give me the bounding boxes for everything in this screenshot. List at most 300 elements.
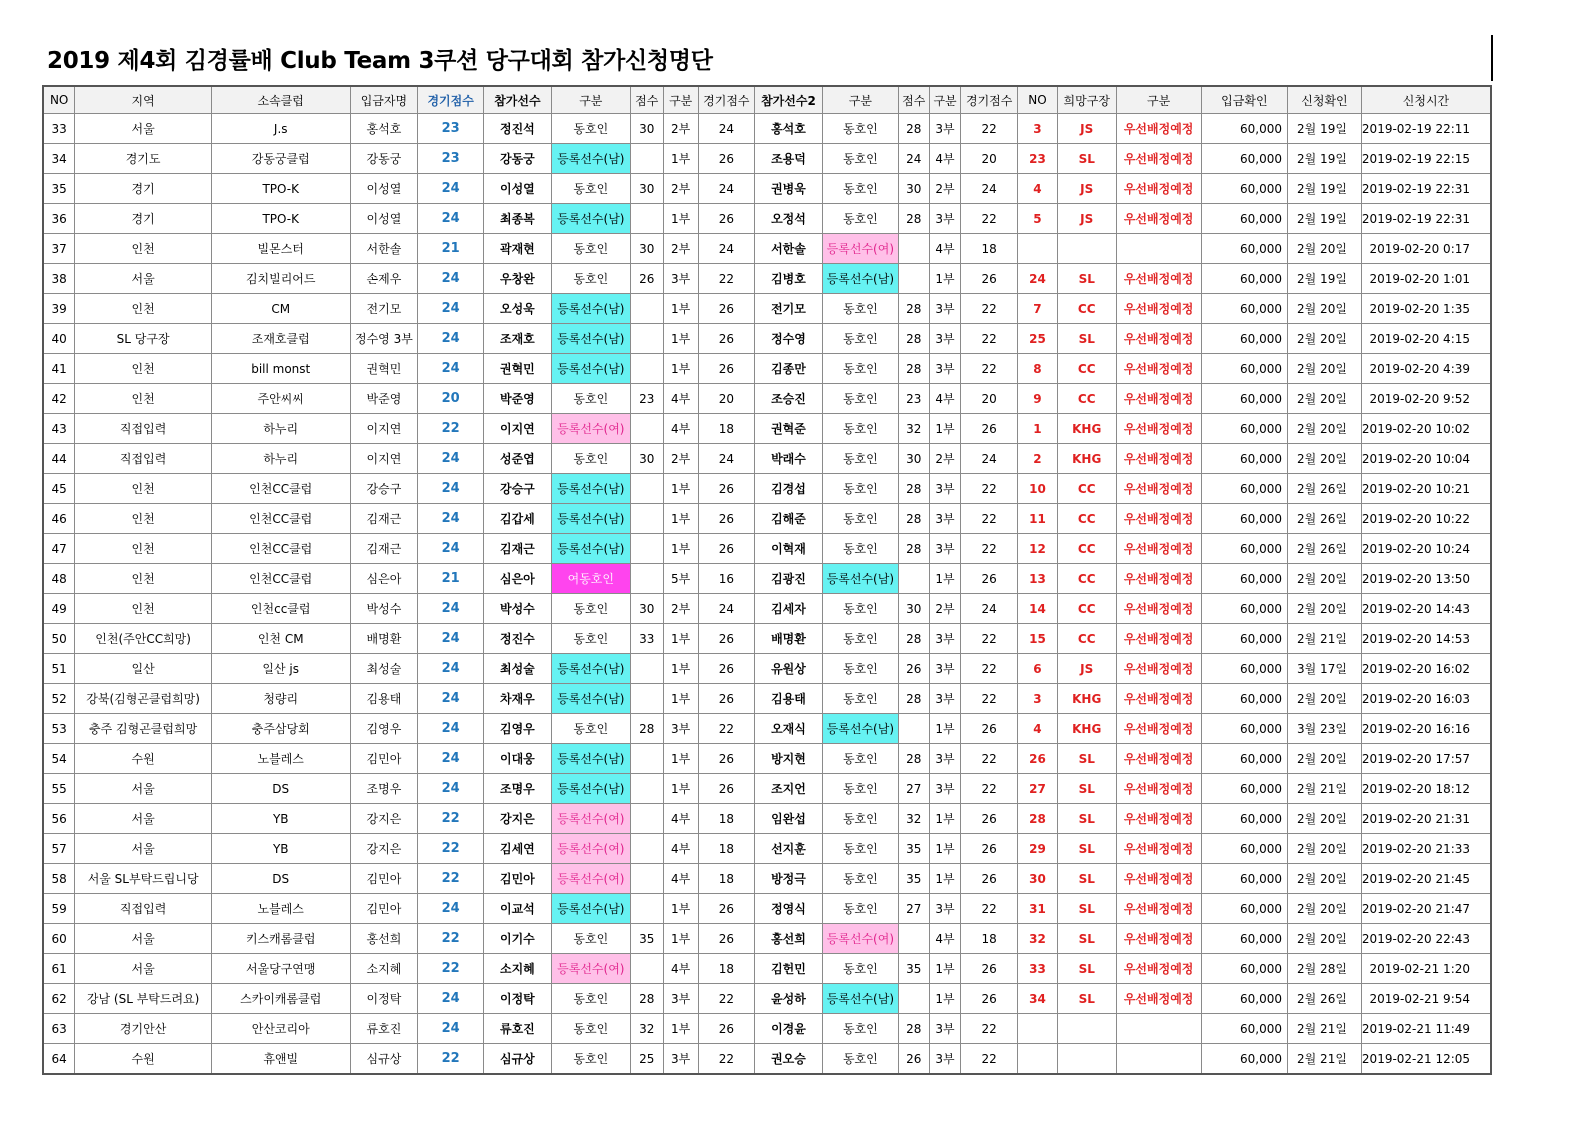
player2-points: 28 [898,534,929,564]
assignment-status: 우선배정예정 [1116,714,1201,744]
player1-match-points: 26 [698,144,754,174]
preferred-venue: CC [1057,384,1116,414]
row-no: 47 [43,534,75,564]
region: 서울 SL부탁드립니당 [75,864,212,894]
player1-points: 35 [630,924,663,954]
player1-name: 심규상 [484,1044,552,1075]
preferred-venue: SL [1057,984,1116,1014]
player1-category: 동호인 [551,444,630,474]
payment-amount: 60,000 [1201,444,1287,474]
row-no: 33 [43,114,75,144]
row-no: 60 [43,924,75,954]
player1-category: 등록선수(남) [551,684,630,714]
player2-points: 35 [898,954,929,984]
application-time: 2019-02-20 10:24 [1361,534,1491,564]
player2-category: 동호인 [822,144,898,174]
payment-amount: 60,000 [1201,954,1287,984]
player2-division: 3부 [929,774,961,804]
player2-category: 동호인 [822,834,898,864]
player2-name: 김세자 [755,594,823,624]
payment-confirm-date: 2월 21일 [1287,774,1361,804]
player2-name: 선지훈 [755,834,823,864]
match-score: 24 [418,534,484,564]
payment-confirm-date: 2월 20일 [1287,564,1361,594]
match-score: 20 [418,384,484,414]
row-no: 49 [43,594,75,624]
player2-division: 2부 [929,594,961,624]
player2-points [898,984,929,1014]
payment-amount: 60,000 [1201,834,1287,864]
col-header: 소속클럽 [211,86,350,114]
assignment-status: 우선배정예정 [1116,594,1201,624]
application-time: 2019-02-21 11:49 [1361,1014,1491,1044]
player1-match-points: 24 [698,444,754,474]
payment-amount: 60,000 [1201,534,1287,564]
player1-match-points: 18 [698,834,754,864]
application-time: 2019-02-20 0:17 [1361,234,1491,264]
table-row [43,774,1491,804]
depositor: 김민아 [350,894,418,924]
player2-match-points: 22 [961,294,1017,324]
row-no: 46 [43,504,75,534]
region: 서울 [75,774,212,804]
player2-category: 동호인 [822,744,898,774]
player1-points: 23 [630,384,663,414]
match-score: 24 [418,474,484,504]
player1-name: 김재근 [484,534,552,564]
assignment-status: 우선배정예정 [1116,264,1201,294]
table-row [43,114,1491,144]
assignment-status: 우선배정예정 [1116,114,1201,144]
application-time: 2019-02-20 1:35 [1361,294,1491,324]
preferred-venue [1057,234,1116,264]
player2-division: 1부 [929,564,961,594]
payment-amount: 60,000 [1201,264,1287,294]
player1-name: 차재우 [484,684,552,714]
player2-match-points: 26 [961,864,1017,894]
match-score: 24 [418,174,484,204]
match-score: 22 [418,834,484,864]
player2-name: 오정석 [755,204,823,234]
venue-no: 10 [1017,474,1057,504]
club: 인천CC클럽 [211,564,350,594]
player2-category: 등록선수(남) [822,564,898,594]
row-no: 62 [43,984,75,1014]
preferred-venue: JS [1057,114,1116,144]
venue-no: 2 [1017,444,1057,474]
col-header: 경기점수 [961,86,1017,114]
table-row [43,834,1491,864]
player2-match-points: 26 [961,804,1017,834]
player2-points: 28 [898,354,929,384]
venue-no: 5 [1017,204,1057,234]
depositor: 홍선희 [350,924,418,954]
player1-category: 등록선수(여) [551,414,630,444]
player1-category: 동호인 [551,984,630,1014]
player2-category: 동호인 [822,864,898,894]
region: 인천 [75,294,212,324]
venue-no: 30 [1017,864,1057,894]
match-score: 24 [418,594,484,624]
depositor: 서한솔 [350,234,418,264]
depositor: 이성열 [350,204,418,234]
assignment-status: 우선배정예정 [1116,324,1201,354]
application-time: 2019-02-20 4:39 [1361,354,1491,384]
player2-name: 김경섭 [755,474,823,504]
depositor: 조명우 [350,774,418,804]
payment-confirm-date: 2월 19일 [1287,144,1361,174]
preferred-venue: CC [1057,294,1116,324]
row-no: 63 [43,1014,75,1044]
payment-amount: 60,000 [1201,924,1287,954]
row-no: 53 [43,714,75,744]
player1-match-points: 22 [698,1044,754,1075]
payment-amount: 60,000 [1201,804,1287,834]
region: 인천 [75,504,212,534]
application-time: 2019-02-19 22:31 [1361,174,1491,204]
player2-category: 동호인 [822,594,898,624]
club: 조재호클럽 [211,324,350,354]
player1-name: 우창완 [484,264,552,294]
col-header: NO [43,86,75,114]
player2-category: 동호인 [822,114,898,144]
venue-no [1017,1014,1057,1044]
player2-division: 1부 [929,954,961,984]
payment-confirm-date: 2월 20일 [1287,444,1361,474]
player1-name: 김세연 [484,834,552,864]
payment-amount: 60,000 [1201,774,1287,804]
player2-match-points: 24 [961,444,1017,474]
row-no: 41 [43,354,75,384]
player2-category: 동호인 [822,384,898,414]
player1-division: 2부 [663,444,698,474]
player1-category: 여동호인 [551,564,630,594]
table-row [43,984,1491,1014]
assignment-status [1116,234,1201,264]
preferred-venue: SL [1057,834,1116,864]
application-time: 2019-02-20 22:43 [1361,924,1491,954]
application-time: 2019-02-20 21:31 [1361,804,1491,834]
venue-no: 34 [1017,984,1057,1014]
player1-name: 곽재현 [484,234,552,264]
application-time: 2019-02-20 1:01 [1361,264,1491,294]
player2-match-points: 26 [961,984,1017,1014]
club: 주안씨씨 [211,384,350,414]
player1-name: 박준영 [484,384,552,414]
player1-name: 김민아 [484,864,552,894]
region: 서울 [75,264,212,294]
player1-match-points: 26 [698,324,754,354]
player1-points: 30 [630,234,663,264]
player2-category: 동호인 [822,504,898,534]
row-no: 43 [43,414,75,444]
col-header: 입금확인 [1201,86,1287,114]
match-score: 24 [418,294,484,324]
player1-points [630,564,663,594]
application-time: 2019-02-20 16:02 [1361,654,1491,684]
depositor: 김재근 [350,534,418,564]
region: 인천 [75,354,212,384]
player1-points [630,804,663,834]
row-no: 34 [43,144,75,174]
player1-points [630,204,663,234]
player2-category: 등록선수(남) [822,264,898,294]
table-row [43,744,1491,774]
club: bill monst [211,354,350,384]
player2-match-points: 22 [961,744,1017,774]
preferred-venue: CC [1057,354,1116,384]
application-time: 2019-02-20 14:53 [1361,624,1491,654]
assignment-status: 우선배정예정 [1116,294,1201,324]
region: 인천 [75,474,212,504]
depositor: 이정탁 [350,984,418,1014]
player1-division: 1부 [663,324,698,354]
region: 직접입력 [75,894,212,924]
venue-no: 15 [1017,624,1057,654]
player2-match-points: 24 [961,594,1017,624]
row-no: 36 [43,204,75,234]
registration-table [42,85,1492,1075]
payment-confirm-date: 3월 23일 [1287,714,1361,744]
player1-name: 정진수 [484,624,552,654]
player1-name: 소지혜 [484,954,552,984]
application-time: 2019-02-20 10:21 [1361,474,1491,504]
assignment-status: 우선배정예정 [1116,774,1201,804]
payment-confirm-date: 2월 19일 [1287,174,1361,204]
col-header: 구분 [822,86,898,114]
table-row [43,864,1491,894]
player1-category: 등록선수(남) [551,744,630,774]
player2-match-points: 26 [961,564,1017,594]
row-no: 45 [43,474,75,504]
depositor: 손제우 [350,264,418,294]
club: 휴앤빌 [211,1044,350,1075]
venue-no: 27 [1017,774,1057,804]
application-time: 2019-02-20 21:45 [1361,864,1491,894]
player2-division: 2부 [929,174,961,204]
col-header: 입금자명 [350,86,418,114]
player1-category: 등록선수(남) [551,204,630,234]
club: YB [211,834,350,864]
player2-points: 28 [898,324,929,354]
player1-division: 1부 [663,924,698,954]
player1-points: 25 [630,1044,663,1075]
payment-amount: 60,000 [1201,324,1287,354]
application-time: 2019-02-20 10:22 [1361,504,1491,534]
player2-name: 김헌민 [755,954,823,984]
depositor: 배명환 [350,624,418,654]
player2-division: 2부 [929,444,961,474]
preferred-venue [1057,1044,1116,1075]
player2-points: 28 [898,474,929,504]
player1-division: 1부 [663,684,698,714]
player2-points [898,924,929,954]
payment-amount: 60,000 [1201,414,1287,444]
assignment-status [1116,1044,1201,1075]
venue-no: 33 [1017,954,1057,984]
player2-name: 김광진 [755,564,823,594]
player1-match-points: 26 [698,474,754,504]
payment-confirm-date: 3월 17일 [1287,654,1361,684]
player2-points: 28 [898,504,929,534]
player2-points [898,714,929,744]
col-header: 구분 [551,86,630,114]
region: 서울 [75,924,212,954]
player1-name: 권혁민 [484,354,552,384]
page-edge-line [1491,35,1493,81]
player1-match-points: 26 [698,354,754,384]
col-header: 참가선수 [484,86,552,114]
assignment-status: 우선배정예정 [1116,534,1201,564]
row-no: 55 [43,774,75,804]
player1-category: 등록선수(남) [551,894,630,924]
table-row [43,1014,1491,1044]
row-no: 39 [43,294,75,324]
player2-points: 28 [898,114,929,144]
depositor: 이성열 [350,174,418,204]
match-score: 22 [418,804,484,834]
player2-points [898,264,929,294]
player1-name: 정진석 [484,114,552,144]
player1-name: 심은아 [484,564,552,594]
match-score: 24 [418,624,484,654]
player1-division: 1부 [663,534,698,564]
player1-division: 1부 [663,774,698,804]
match-score: 24 [418,324,484,354]
player2-division: 3부 [929,1044,961,1075]
player1-match-points: 26 [698,504,754,534]
col-header: 구분 [929,86,961,114]
player2-name: 조용덕 [755,144,823,174]
player2-category: 동호인 [822,444,898,474]
player1-match-points: 26 [698,294,754,324]
depositor: 강지은 [350,834,418,864]
player1-category: 등록선수(남) [551,324,630,354]
player2-category: 동호인 [822,294,898,324]
player1-name: 조명우 [484,774,552,804]
table-row [43,354,1491,384]
preferred-venue: CC [1057,504,1116,534]
player2-division: 3부 [929,474,961,504]
player1-category: 동호인 [551,114,630,144]
player1-points: 26 [630,264,663,294]
player2-match-points: 22 [961,684,1017,714]
depositor: 홍석호 [350,114,418,144]
row-no: 37 [43,234,75,264]
player1-category: 등록선수(남) [551,294,630,324]
club: 노블레스 [211,744,350,774]
depositor: 박준영 [350,384,418,414]
player2-division: 3부 [929,294,961,324]
table-row [43,204,1491,234]
player2-division: 3부 [929,354,961,384]
venue-no: 13 [1017,564,1057,594]
club: TPO-K [211,174,350,204]
venue-no: 25 [1017,324,1057,354]
player2-division: 3부 [929,324,961,354]
region: 인천 [75,234,212,264]
player2-name: 김병호 [755,264,823,294]
player2-match-points: 22 [961,354,1017,384]
player2-name: 오재식 [755,714,823,744]
match-score: 21 [418,234,484,264]
club: DS [211,864,350,894]
player2-match-points: 26 [961,414,1017,444]
player2-points: 26 [898,1044,929,1075]
application-time: 2019-02-21 9:54 [1361,984,1491,1014]
player2-category: 동호인 [822,474,898,504]
player1-category: 동호인 [551,1014,630,1044]
table-row [43,264,1491,294]
depositor: 소지혜 [350,954,418,984]
player2-match-points: 26 [961,714,1017,744]
player1-division: 4부 [663,864,698,894]
player2-match-points: 22 [961,624,1017,654]
payment-confirm-date: 2월 21일 [1287,624,1361,654]
player2-division: 3부 [929,624,961,654]
depositor: 김영우 [350,714,418,744]
player1-division: 1부 [663,204,698,234]
player1-match-points: 24 [698,234,754,264]
player2-name: 홍선희 [755,924,823,954]
payment-confirm-date: 2월 20일 [1287,594,1361,624]
player1-match-points: 26 [698,204,754,234]
player2-points [898,234,929,264]
application-time: 2019-02-20 10:02 [1361,414,1491,444]
row-no: 57 [43,834,75,864]
player2-division: 3부 [929,504,961,534]
player2-match-points: 26 [961,264,1017,294]
player1-name: 류호진 [484,1014,552,1044]
venue-no: 1 [1017,414,1057,444]
assignment-status: 우선배정예정 [1116,804,1201,834]
region: 인천(주안CC희망) [75,624,212,654]
region: 경기도 [75,144,212,174]
table-row [43,444,1491,474]
region: 수원 [75,744,212,774]
depositor: 최성술 [350,654,418,684]
player1-match-points: 26 [698,744,754,774]
player1-division: 4부 [663,384,698,414]
player1-points [630,894,663,924]
player2-category: 동호인 [822,1044,898,1075]
player2-match-points: 20 [961,384,1017,414]
player2-points: 30 [898,174,929,204]
player2-match-points: 22 [961,894,1017,924]
club: 청량리 [211,684,350,714]
depositor: 김민아 [350,744,418,774]
region: 인천 [75,534,212,564]
depositor: 전기모 [350,294,418,324]
row-no: 50 [43,624,75,654]
preferred-venue: JS [1057,174,1116,204]
club: 하누리 [211,414,350,444]
club: 충주삼당회 [211,714,350,744]
payment-confirm-date: 2월 19일 [1287,114,1361,144]
player1-points [630,774,663,804]
player1-name: 최종복 [484,204,552,234]
player1-category: 동호인 [551,384,630,414]
table-row [43,954,1491,984]
player2-category: 동호인 [822,174,898,204]
assignment-status: 우선배정예정 [1116,414,1201,444]
match-score: 21 [418,564,484,594]
venue-no: 23 [1017,144,1057,174]
region: 인천 [75,594,212,624]
player2-points: 30 [898,444,929,474]
venue-no: 6 [1017,654,1057,684]
payment-confirm-date: 2월 20일 [1287,864,1361,894]
